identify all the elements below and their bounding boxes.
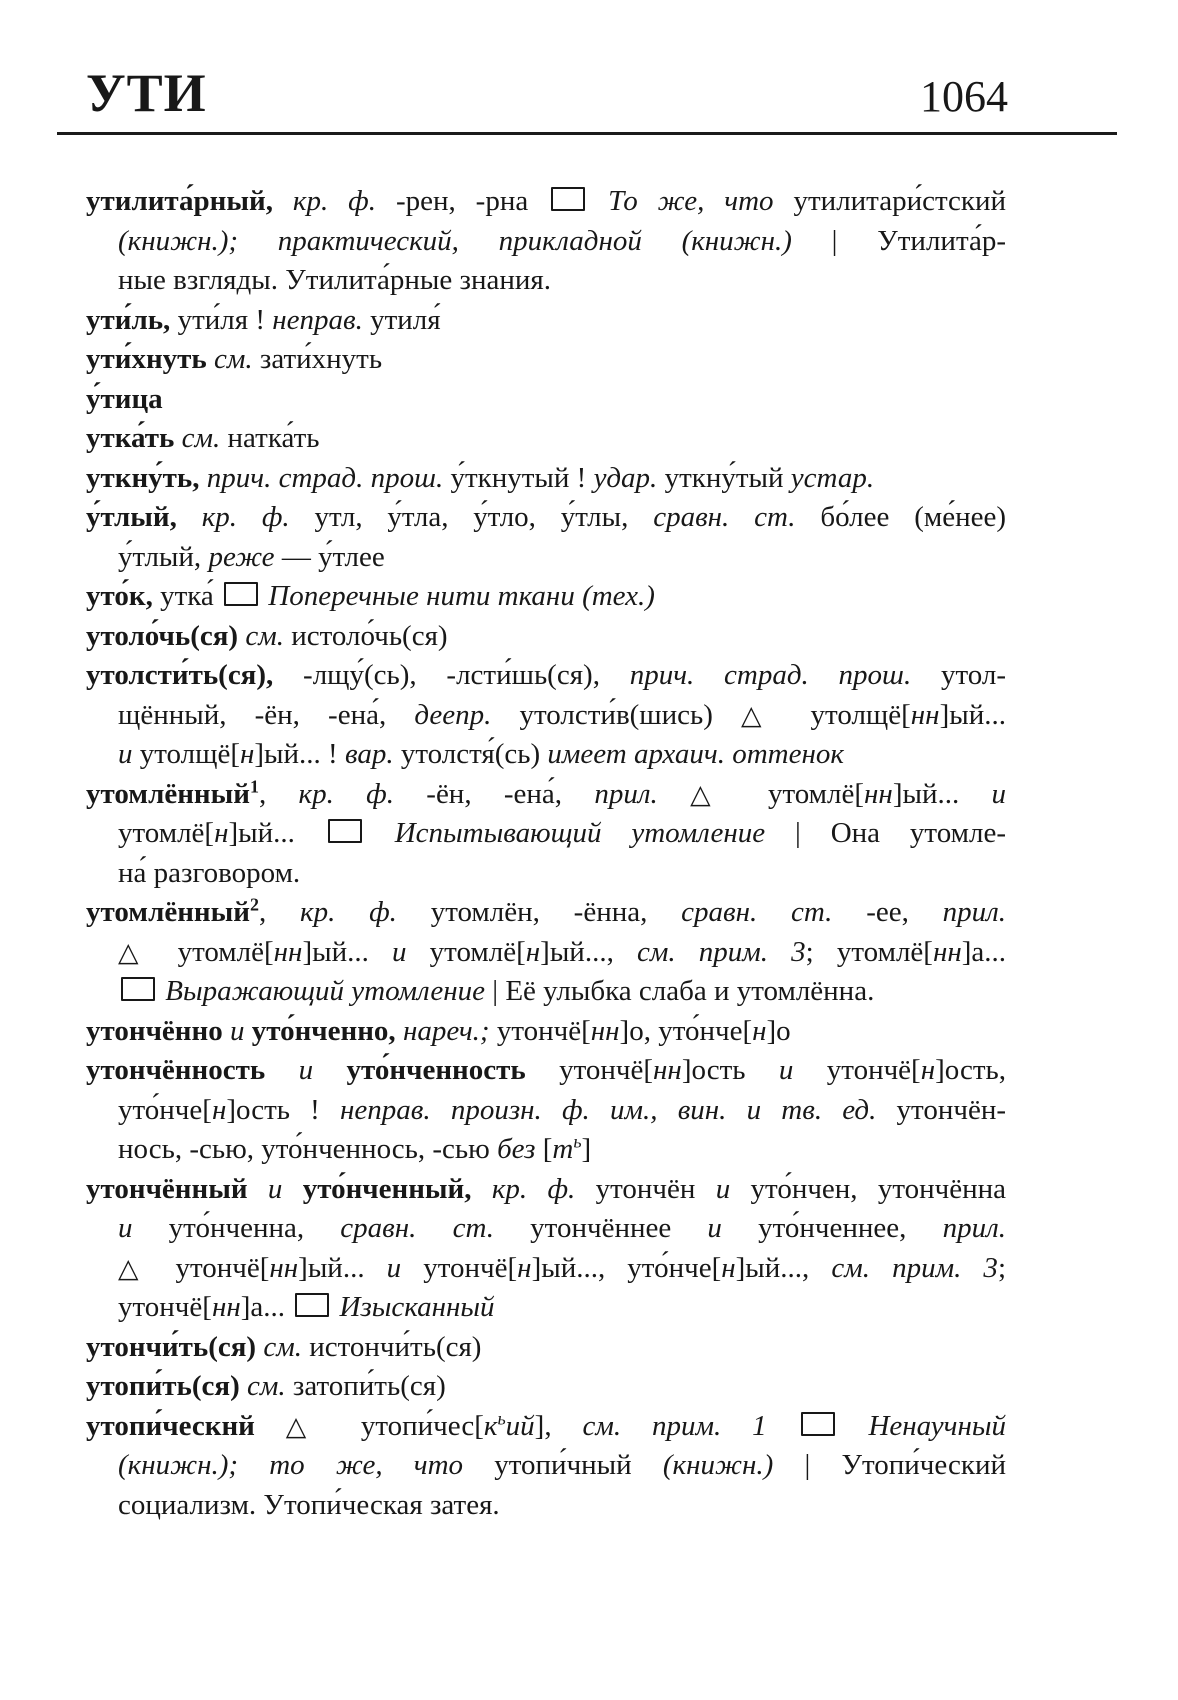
entry-line: [86, 1051, 1006, 1091]
text-run: н: [920, 1054, 936, 1086]
text-run: [332, 1291, 339, 1323]
text-run: и: [267, 1172, 283, 1205]
text-run: удар.: [593, 461, 658, 494]
text-run: и: [715, 1172, 731, 1205]
text-run: нн: [590, 1014, 620, 1047]
text-run: ; утомлё[: [805, 935, 933, 968]
entry-line: [86, 1170, 1006, 1210]
text-run: ий: [505, 1409, 535, 1442]
triangle-icon: △: [118, 1252, 154, 1284]
text-run: | Утопи́ческий: [773, 1449, 1006, 1481]
text-run: -лщу́(сь), -лсти́шь(ся),: [273, 659, 630, 691]
text-run: утолсти́ть(ся),: [86, 659, 274, 691]
text-run: (книжн.); то же, что: [118, 1449, 464, 1481]
text-run: утомлё[: [406, 935, 526, 968]
text-run: и: [118, 738, 133, 770]
text-run: утка́ть: [86, 422, 175, 454]
text-run: и: [707, 1212, 722, 1244]
text-run: утончённость: [86, 1054, 266, 1086]
text-run: утончё[: [489, 1014, 591, 1047]
dictionary-entry: [86, 893, 1006, 1012]
text-run: сравн. ст.: [681, 896, 833, 928]
text-run: прил.: [594, 777, 658, 810]
text-run: см. прим. 3: [636, 935, 806, 968]
text-run: ;: [997, 1251, 1006, 1284]
entry-line: [86, 735, 1006, 775]
text-run: кр. ф.: [298, 777, 394, 810]
text-run: прил.: [942, 1212, 1006, 1244]
text-run: ь: [497, 1407, 506, 1428]
text-run: без: [497, 1133, 536, 1165]
entry-line: [86, 222, 1006, 262]
text-run: нн: [932, 935, 962, 968]
text-run: (книжн.); практический, прикладной (книжн.): [118, 224, 792, 257]
text-run: утоло́чь(ся): [86, 619, 239, 652]
guide-word: УТИ: [86, 63, 207, 123]
text-run: ]ый...,: [540, 935, 637, 968]
dictionary-entry: [86, 498, 1006, 577]
dictionary-entry: [86, 1051, 1006, 1170]
text-run: утка́: [152, 580, 222, 612]
entry-line: [86, 656, 1006, 696]
text-run: устар.: [790, 461, 875, 494]
text-run: [588, 185, 608, 217]
text-run: к: [483, 1409, 498, 1442]
text-run: и: [778, 1054, 794, 1086]
dictionary-entry: [86, 1170, 1006, 1328]
text-run: на́ разговором.: [118, 856, 301, 889]
text-run: утомлё[: [118, 817, 215, 849]
text-run: т: [552, 1133, 574, 1165]
text-run: уто́нченно,: [251, 1014, 396, 1047]
text-run: утопи́чес[: [329, 1409, 484, 1442]
text-run: прил.: [942, 896, 1007, 928]
text-run: нареч.;: [402, 1014, 490, 1047]
text-run: н: [517, 1251, 532, 1284]
entry-line: [86, 182, 1006, 222]
dictionary-entry: [86, 459, 1006, 499]
triangle-icon: △: [690, 778, 736, 810]
text-run: см. прим. 1: [582, 1409, 767, 1442]
text-run: нось, -сью, уто́нченнось, -сью: [118, 1133, 498, 1165]
text-run: неправ. произн. ф. им., вин. и тв. ед.: [340, 1093, 877, 1126]
triangle-icon: △: [285, 1410, 330, 1442]
entry-line: [86, 301, 1006, 341]
entry-line: [86, 1012, 1006, 1052]
text-run: [174, 422, 181, 454]
triangle-icon: △: [741, 699, 783, 731]
text-run: у́ткнутый !: [443, 461, 594, 494]
definition-box-icon: [295, 1293, 329, 1317]
text-run: ]о: [766, 1014, 791, 1047]
text-run: ]ость,: [935, 1054, 1007, 1086]
text-run: утомлён, -ённа,: [396, 896, 682, 928]
entry-line: [86, 498, 1006, 538]
text-run: прич. страд. прош.: [206, 461, 444, 494]
dictionary-entry: [86, 656, 1006, 775]
text-run: | Её улыбка слаба и утомлённа.: [485, 975, 875, 1007]
text-run: ]о, уто́нче[: [619, 1014, 753, 1047]
entry-line: [86, 1209, 1006, 1249]
entry-line: [86, 459, 1006, 499]
text-run: утончён: [575, 1172, 716, 1205]
dictionary-entry: [86, 182, 1006, 301]
text-run: Выражающий утомление: [165, 975, 486, 1007]
text-run: ,: [258, 896, 300, 928]
text-run: утончё[: [793, 1054, 921, 1086]
text-run: То же, что: [608, 185, 774, 217]
text-run: | Утилита́р-: [791, 224, 1006, 257]
text-run: у́тица: [86, 382, 163, 415]
text-run: утончё[: [525, 1054, 654, 1086]
text-run: уткну́тый: [657, 461, 791, 494]
text-run: утончённее: [494, 1212, 708, 1244]
text-run: Изысканный: [339, 1291, 495, 1323]
text-run: и: [392, 935, 407, 968]
text-run: ]ый...: [298, 1251, 387, 1284]
text-run: ь: [573, 1131, 582, 1152]
entry-line: [86, 854, 1006, 894]
text-run: н: [752, 1014, 767, 1047]
text-run: утл, у́тла, у́тло, у́тлы,: [289, 501, 654, 533]
text-run: нн: [273, 935, 303, 968]
text-run: [255, 1410, 286, 1442]
dictionary-entry: [86, 419, 1006, 459]
dictionary-entry: [86, 775, 1006, 894]
text-run: уто́нче[: [118, 1093, 212, 1126]
text-run: [248, 1173, 268, 1205]
entry-line: [86, 893, 1006, 933]
text-run: утончён-: [876, 1093, 1006, 1126]
text-run: утончённо: [86, 1014, 223, 1047]
text-run: у́тлый,: [86, 501, 177, 533]
entry-line: [86, 1249, 1006, 1289]
text-run: [240, 1370, 247, 1402]
header-rule: [57, 132, 1117, 135]
text-run: н: [721, 1251, 736, 1284]
text-run: утолсти́в(шись): [491, 698, 742, 731]
text-run: — у́тлее: [274, 540, 385, 573]
text-run: [282, 1173, 302, 1205]
text-run: утопи́чный: [463, 1449, 663, 1481]
dictionary-entry: [86, 1012, 1006, 1052]
text-run: утомлённый: [86, 777, 250, 810]
text-run: [244, 1015, 251, 1047]
text-run: | Она утомле-: [765, 817, 1007, 849]
entry-line: [86, 814, 1006, 854]
entry-line: [86, 1288, 1006, 1328]
definition-box-icon: [551, 187, 585, 211]
entry-line: [86, 538, 1006, 578]
text-run: неправ.: [272, 303, 363, 336]
text-run: утончи́ть(ся): [86, 1330, 257, 1363]
text-run: ные взгляды. Утилита́рные знания.: [118, 264, 551, 296]
entry-line: [86, 419, 1006, 459]
text-run: см.: [214, 343, 253, 375]
text-run: см. прим. 3: [831, 1251, 998, 1284]
text-run: [265, 1054, 298, 1086]
text-run: кр. ф.: [292, 185, 377, 217]
text-run: уто́нченный,: [302, 1172, 472, 1205]
triangle-icon: △: [118, 936, 155, 968]
text-run: (книжн.): [662, 1449, 774, 1481]
text-run: утолщё[: [132, 738, 240, 770]
definition-box-icon: [328, 819, 362, 843]
entry-line: [86, 1091, 1006, 1131]
text-run: зати́хнуть: [252, 343, 383, 375]
text-run: утопи́ть(ся): [86, 1370, 240, 1402]
text-run: у́тлый,: [118, 540, 209, 573]
dictionary-entry: [86, 380, 1006, 420]
dictionary-entry: [86, 1367, 1006, 1407]
text-run: ]: [581, 1133, 592, 1165]
text-run: [273, 185, 293, 217]
text-run: ]ый...,: [735, 1251, 832, 1284]
text-run: [313, 1054, 346, 1086]
text-run: [200, 462, 207, 494]
text-run: и: [991, 777, 1007, 810]
text-run: н: [211, 1093, 227, 1126]
text-run: ]ость: [681, 1054, 779, 1086]
text-run: утилитари́стский: [773, 185, 1006, 217]
entry-line: [86, 380, 1006, 420]
dictionary-entry: [86, 301, 1006, 341]
text-run: -ён, -ена́,: [393, 777, 595, 810]
text-run: сравн. ст.: [653, 501, 796, 533]
text-run: уто́к,: [86, 580, 153, 612]
text-run: [: [535, 1133, 553, 1165]
text-run: ]ый...: [228, 817, 325, 849]
entry-line: [86, 933, 1006, 973]
dictionary-body: [86, 182, 1006, 1525]
text-run: утончё[: [401, 1251, 518, 1284]
text-run: [767, 1410, 798, 1442]
text-run: [365, 817, 395, 849]
text-run: ]ость !: [226, 1093, 341, 1126]
text-run: нн: [211, 1291, 241, 1323]
text-run: [177, 501, 202, 533]
text-run: ]ый..., уто́нче[: [531, 1251, 722, 1284]
text-run: деепр.: [414, 698, 492, 731]
entry-line: [86, 1407, 1006, 1447]
text-run: утолщё[: [782, 698, 911, 731]
text-run: реже: [208, 540, 275, 573]
page-number: 1064: [920, 72, 1008, 121]
text-run: и: [386, 1251, 402, 1284]
text-run: натка́ть: [220, 422, 320, 454]
text-run: уто́нченнее,: [721, 1212, 943, 1244]
text-run: ути́ля !: [170, 303, 273, 336]
text-run: н: [525, 935, 541, 968]
dictionary-entry: [86, 577, 1006, 617]
text-run: нн: [269, 1251, 299, 1284]
text-run: 2: [249, 894, 259, 915]
text-run: вар.: [344, 738, 394, 770]
text-run: [396, 1015, 403, 1047]
entry-line: [86, 261, 1006, 301]
text-run: см.: [245, 619, 284, 652]
text-run: ]ый...: [939, 698, 1006, 731]
text-run: социализм. Утопи́ческая затея.: [118, 1488, 500, 1521]
text-run: истоло́чь(ся): [283, 619, 448, 652]
text-run: ути́ль,: [86, 303, 171, 336]
text-run: утиля́: [362, 303, 441, 336]
entry-line: [86, 617, 1006, 657]
text-run: -ее,: [832, 896, 943, 928]
entry-line: [86, 340, 1006, 380]
dictionary-entry: [86, 1328, 1006, 1368]
text-run: н: [240, 738, 255, 770]
text-run: ]ый... !: [254, 738, 345, 770]
text-run: уткну́ть,: [86, 461, 200, 494]
text-run: кр. ф.: [491, 1172, 576, 1205]
text-run: [658, 778, 690, 810]
text-run: нн: [910, 698, 940, 731]
text-run: Испытывающий утомление: [394, 817, 766, 849]
entry-line: [86, 1446, 1006, 1486]
text-run: уто́нченность: [346, 1054, 526, 1086]
text-run: ]а...: [961, 935, 1007, 968]
definition-box-icon: [121, 977, 155, 1001]
definition-box-icon: [224, 582, 258, 606]
text-run: затопи́ть(ся): [285, 1370, 446, 1402]
text-run: -рен, -рна: [376, 185, 549, 217]
entry-line: [86, 1328, 1006, 1368]
entry-line: [86, 1130, 1006, 1170]
text-run: утолстя́(сь): [393, 738, 548, 770]
text-run: кр. ф.: [201, 501, 290, 533]
entry-line: [86, 775, 1006, 815]
text-run: щённый, -ён, -ена́,: [118, 698, 415, 731]
text-run: н: [214, 817, 229, 849]
definition-box-icon: [801, 1412, 835, 1436]
entry-line: [86, 696, 1006, 736]
text-run: см.: [247, 1370, 286, 1402]
text-run: [838, 1410, 869, 1442]
text-run: см.: [181, 422, 221, 454]
text-run: и: [229, 1014, 245, 1047]
text-run: нн: [864, 777, 893, 810]
text-run: [223, 1015, 230, 1047]
entry-line: [86, 1367, 1006, 1407]
text-run: прич. страд. прош.: [629, 659, 912, 691]
dictionary-entry: [86, 340, 1006, 380]
entry-line: [86, 972, 1006, 1012]
text-run: [472, 1173, 492, 1205]
text-run: утончённый: [86, 1172, 248, 1205]
text-run: ути́хнуть: [86, 343, 207, 375]
text-run: имеет архаич. оттенок: [547, 738, 844, 770]
text-run: утомлённый: [86, 896, 250, 928]
text-run: утончё[: [118, 1291, 212, 1323]
text-run: см.: [263, 1330, 302, 1363]
text-run: ]ый...: [892, 777, 992, 810]
text-run: бо́лее (ме́нее): [795, 501, 1006, 533]
text-run: утончё[: [153, 1251, 270, 1284]
text-run: и: [118, 1212, 133, 1244]
text-run: уто́нченна,: [132, 1212, 341, 1244]
text-run: Поперечные нити ткани (тех.): [268, 580, 655, 612]
text-run: [207, 343, 214, 375]
page-header: [0, 0, 1178, 123]
entry-line: [86, 577, 1006, 617]
dictionary-entry: [86, 1407, 1006, 1526]
text-run: 1: [249, 775, 259, 796]
text-run: утол-: [911, 659, 1006, 691]
text-run: ,: [258, 777, 299, 810]
text-run: ]а...: [240, 1291, 293, 1323]
text-run: утопи́ческнй: [86, 1409, 255, 1442]
text-run: ]ый...: [302, 935, 393, 968]
text-run: нн: [653, 1054, 682, 1086]
text-run: уто́нчен, утончённа: [730, 1172, 1007, 1205]
text-run: Ненаучный: [868, 1409, 1007, 1442]
entry-line: [86, 1486, 1006, 1526]
text-run: ],: [534, 1409, 583, 1442]
text-run: кр. ф.: [300, 896, 397, 928]
text-run: истончи́ть(ся): [301, 1330, 482, 1363]
text-run: и: [298, 1054, 314, 1086]
dictionary-entry: [86, 617, 1006, 657]
text-run: сравн. ст.: [340, 1212, 494, 1244]
text-run: утилита́рный,: [86, 185, 273, 217]
text-run: утомлё[: [735, 777, 865, 810]
text-run: утомлё[: [154, 935, 274, 968]
